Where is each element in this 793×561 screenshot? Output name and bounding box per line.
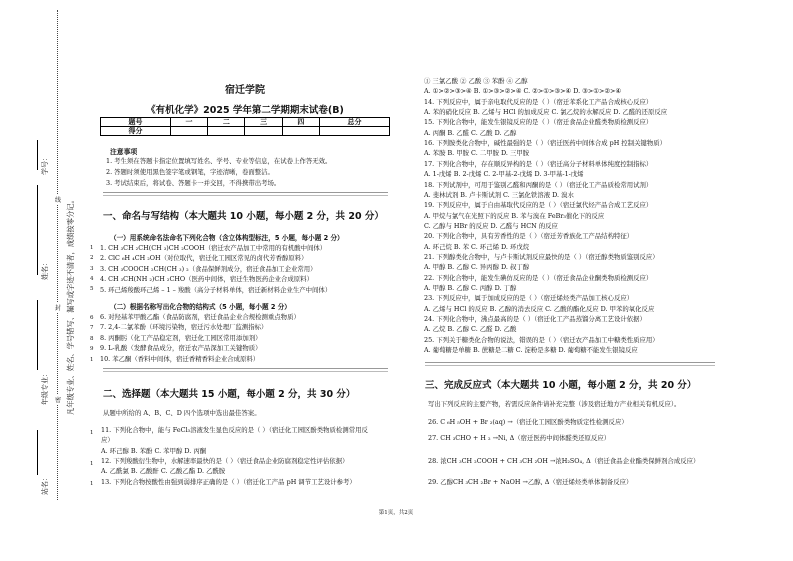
- exam-site-label: 站名：: [41, 474, 49, 495]
- question-line: C. 乙醇与 HBr 的反应 D. 乙醛与 HCN 的反应: [424, 221, 558, 230]
- seal-char-mi: 密: [55, 397, 62, 404]
- margin-number: 3: [90, 266, 94, 272]
- score-cell: [245, 127, 282, 136]
- question-line: 21. 下列醇类化合物中，与卢卡斯试剂反应最快的是（ ）（宿迁醇类物质鉴别反应）: [424, 252, 659, 261]
- question-line: A. 乙烷 B. 乙醇 C. 乙醛 D. 乙酸: [424, 325, 517, 334]
- exam-title: 《有机化学》2025 学年第二学期期末试卷(B): [146, 105, 344, 116]
- score-cell: [282, 127, 319, 136]
- question-line: 15. 下列化合物中，能发生银镜反应的是（ ）（宿迁食品企业醛类物质检测反应）: [424, 118, 653, 127]
- notes-title: 注意事项: [110, 148, 138, 156]
- score-header-cell: 三: [245, 118, 282, 127]
- score-table: [100, 117, 390, 136]
- margin-number: 1: [90, 481, 94, 487]
- question-line: 18. 下列试剂中，可用于鉴别乙醛和丙酮的是（ ）（宿迁化工产品质检常用试剂）: [424, 180, 653, 189]
- section3-heading: 三、完成反应式（本大题共 10 小题，每小题 2 分，共 20 分）: [425, 380, 697, 391]
- question-line: A. 环己烷 B. 苯 C. 环己烯 D. 环戊烷: [424, 242, 530, 251]
- section1-heading: 一、命名与写结构（本大题共 10 小题，每小题 2 分，共 20 分）: [103, 211, 384, 222]
- score-table-score-row: [101, 127, 390, 136]
- question-item: 7. 2,4-二氯苯酚（环境污染物，宿迁污水处理厂监测指标）: [100, 323, 268, 332]
- seal-char-feng: 封: [55, 305, 62, 312]
- question-line: 11. 下列化合物中，能与 FeCl₃溶液发生显色反应的是（ ）（宿迁化工园区酚类物质检测常用反: [101, 426, 368, 434]
- page-footer: 第1页，共2页: [378, 510, 414, 516]
- score-cell: [320, 127, 390, 136]
- question-line: A. 甲醇 B. 乙醇 C. 异丙醇 D. 叔丁醇: [424, 263, 530, 272]
- margin-number: 8: [90, 336, 94, 342]
- reaction-item: 29. 乙醇CH ₃CH ₂Br + NaOH →乙醇, Δ（宿迁烯烃类单体制备反应）: [428, 478, 633, 486]
- question-line: A. 苯胺 B. 甲胺 C. 二甲胺 D. 三甲胺: [424, 149, 530, 158]
- divider: [103, 192, 388, 196]
- margin-number: 7: [90, 325, 94, 331]
- score-table-header-row: [101, 118, 390, 127]
- section1-part1-title: （一）用系统命名法命名下列化合物（含立体构型标注，5 小题，每小题 2 分）: [110, 234, 344, 242]
- score-cell: [208, 127, 245, 136]
- reaction-item: 27. CH ₃CHO + H ₂ →Ni, Δ（宿迁医药中间体醛类还原反应）: [428, 434, 611, 442]
- question-item: 2. ClC ₆H ₄CH ₂OH（对位取代，宿迁化工园区常见的卤代芳香醇原料）: [100, 254, 308, 263]
- margin-number: 5: [90, 286, 94, 292]
- exam-site-field[interactable]: [37, 430, 38, 475]
- question-line: A. 苯的硝化反应 B. 乙烯与 HCl 的加成反应 C. 氯乙烷的水解反应 D. 乙醛的还原反应: [424, 108, 668, 117]
- note-item: 2. 答题时须使用黑色签字笔或钢笔，字迹清晰，卷面整洁。: [106, 168, 274, 176]
- question-line: 22. 下列化合物中，能发生碘仿反应的是（ ）（宿迁食品企业酮类物质检测反应）: [424, 273, 653, 282]
- section2-heading: 二、选择题（本大题共 15 小题，每小题 2 分，共 30 分）: [103, 389, 356, 400]
- question-item: 5. 环己烯羧酸环己烯 – 1 – 羧酸（高分子材料单体，宿迁新材料企业生产中间体）: [100, 285, 332, 294]
- margin-warning: 凡年级专业、姓名、学号错写、漏写或字迹不清者，成绩按零分记。: [66, 196, 75, 415]
- reaction-item: 28. 浓CH ₃CH ₂COOH + CH ₃CH ₂OH →浓H₂SO₄, Δ（宿迁食品企业酯类保鲜剂合成反应）: [428, 457, 700, 465]
- margin-number: 1: [90, 461, 94, 467]
- score-header-cell: 一: [170, 118, 207, 127]
- margin-number: 6: [90, 315, 94, 321]
- section1-part2-title: （二）根据名称写出化合物的结构式（5 小题，每小题 2 分）: [110, 303, 291, 311]
- score-cell: [170, 127, 207, 136]
- major-field[interactable]: [37, 300, 38, 370]
- margin-number: 1: [90, 357, 94, 363]
- score-row-label: 得分: [101, 127, 171, 136]
- question-line: 16. 下列胺类化合物中，碱性最强的是（ ）（宿迁医药中间体合成 pH 控制关键物质）: [424, 139, 667, 148]
- student-id-label: 学号：: [41, 154, 49, 175]
- question-item: 8. 丙酮肟（化工产品稳定剂，宿迁化工园区常用添加剂）: [100, 333, 262, 342]
- note-item: 3. 考试结束后，将试卷、答题卡一并交回，不得携带出考场。: [106, 179, 281, 187]
- question-item: 9. L-乳酸（发酵食品成分，宿迁农产品深加工关键物质）: [100, 344, 262, 353]
- score-header-cell: 总分: [320, 118, 390, 127]
- margin-number: 1: [90, 430, 94, 436]
- school-name: 宿迁学院: [225, 85, 265, 96]
- question-line: 13. 下列化合物按酸性由强到弱排序正确的是（ ）（宿迁化工产品 pH 调节工艺设计参考）: [101, 477, 356, 486]
- student-id-field[interactable]: [37, 140, 38, 170]
- score-header-cell: 二: [208, 118, 245, 127]
- question-line: A. 斐林试剂 B. 卢卡斯试剂 C. 三氯化铁溶液 D. 溴水: [424, 190, 574, 199]
- question-line: A. ①>②>③>④ B. ①>③>②>④ C. ②>①>③>④ D. ③>①>②>④: [424, 87, 622, 96]
- question-line: A. 丙酮 B. 乙醛 C. 乙酸 D. 乙醇: [424, 128, 517, 137]
- name-label: 姓名：: [41, 259, 49, 280]
- question-line: A. 甲醇 B. 乙醇 C. 丙醇 D. 丁醇: [424, 284, 517, 292]
- margin-number: 2: [90, 255, 94, 261]
- note-item: 1. 考生须在答题卡指定位置填写姓名、学号、专业等信息，在试卷上作答无效。: [106, 157, 332, 165]
- seal-line: [57, 10, 58, 500]
- score-header-cell: 四: [282, 118, 319, 127]
- divider: [103, 368, 388, 372]
- score-header-cell: 题号: [101, 118, 171, 127]
- question-line: 17. 下列化合物中，存在顺反异构的是（ ）（宿迁高分子材料单体纯度控制指标）: [424, 159, 653, 168]
- question-line: A. 1-戊烯 B. 2-戊烯 C. 2-甲基-2-戊烯 D. 3-甲基-1-戊烯: [424, 170, 584, 179]
- question-line: 24. 下列化合物中，沸点最高的是（ ）（宿迁化工产品蒸馏分离工艺设计依据）: [424, 315, 646, 324]
- question-line: ① 三氯乙酸 ② 乙酸 ③ 苯酚 ④ 乙醇: [424, 77, 528, 85]
- margin-number: 9: [90, 346, 94, 352]
- question-line: 14. 下列反应中，属于亲电取代反应的是（ ）（宿迁苯系化工产品合成核心反应）: [424, 97, 653, 106]
- divider: [425, 362, 715, 366]
- question-line: A. 乙烯与 HCl 的反应 B. 乙醇的消去反应 C. 乙酸的酯化反应 D. 甲苯的氧化反应: [424, 304, 655, 313]
- question-line: A. 环己醇 B. 苯酚 C. 苯甲醇 D. 丙酮: [101, 446, 207, 455]
- question-line: 12. 下列羧酸衍生物中，水解速率最快的是（ ）（宿迁食品企业防腐剂稳定性评估依据）: [101, 456, 349, 465]
- name-field[interactable]: [37, 185, 38, 275]
- question-line: 20. 下列化合物中，具有芳香性的是（ ）（宿迁芳香族化工产品结构特征）: [424, 232, 634, 241]
- question-item: 4. CH ₃CH(NH ₂)CH ₂CHO（医药中间体，宿迁生物医药企业合成原料）: [100, 275, 313, 284]
- question-line: 19. 下列反应中，属于自由基取代反应的是（ ）（宿迁氯代烃产品合成工艺反应）: [424, 201, 653, 210]
- question-line: 25. 下列关于糖类化合物的说法，错误的是（ ）（宿迁农产品加工中糖类性质应用）: [424, 335, 659, 344]
- major-label: 年级专业：: [41, 370, 49, 405]
- seal-char-xian: 线: [55, 197, 62, 204]
- question-item: 3. CH ₃COOCH ₂CH(CH ₃) ₂（食品保鲜剂成分，宿迁食品加工企业常用）: [100, 264, 317, 273]
- question-item: 1. CH ₃CH ₂CH(CH ₃)CH ₂COOH（宿迁农产品加工中常用的有机酸中间体）: [100, 244, 327, 252]
- section3-instruction: 写出下列反应的主要产物，若需反应条件请补充完整（涉及宿迁地方产业相关有机反应）。: [428, 400, 681, 408]
- section2-instruction: 从题中所给的 A、B、C、D 四个选项中选出最佳答案。: [103, 409, 261, 417]
- question-line: 应）: [101, 436, 114, 445]
- question-line: A. 乙酰氯 B. 乙酸酐 C. 乙酸乙酯 D. 乙酰胺: [101, 467, 226, 476]
- margin-number: 1: [90, 245, 94, 251]
- question-item: 10. 苯乙酮（香料中间体，宿迁香精香料企业合成原料）: [100, 354, 260, 363]
- question-line: 23. 下列反应中，属于加成反应的是（ ）（宿迁烯烃类产品加工核心反应）: [424, 294, 634, 303]
- question-item: 6. 对羟基苯甲酸乙酯（食品防腐剂，宿迁食品企业合规检测重点物质）: [100, 313, 300, 321]
- reaction-item: 26. C ₆H ₅OH + Br ₂(aq) →（宿迁化工园区酚类物质定性检测反应）: [428, 418, 628, 426]
- question-line: A. 甲烷与氯气在光照下的反应 B. 苯与溴在 FeBr₃催化下的反应: [424, 211, 605, 220]
- margin-number: 4: [90, 276, 94, 282]
- question-line: A. 葡萄糖是单糖 B. 蔗糖是二糖 C. 淀粉是多糖 D. 葡萄糖不能发生银镜反应: [424, 346, 638, 355]
